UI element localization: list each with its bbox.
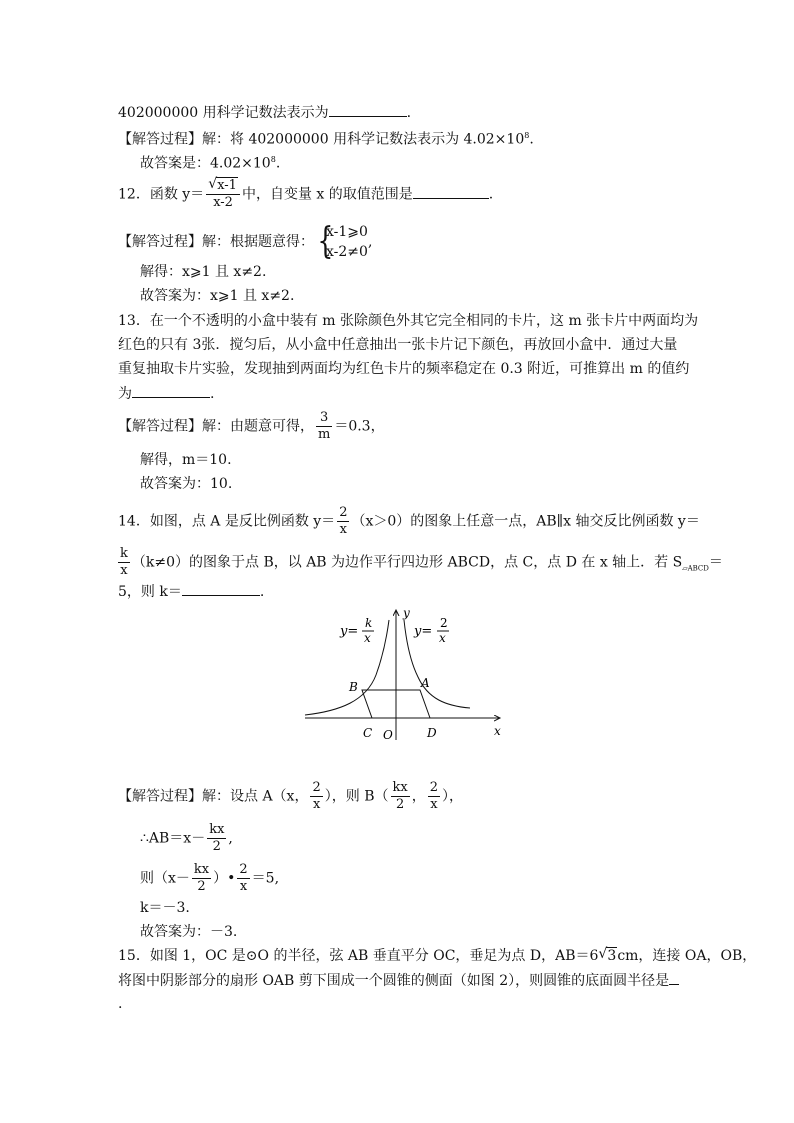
right-curve-label: y= (414, 624, 433, 639)
q11-solution-end: . (529, 131, 534, 148)
q14-s1-frac1 (310, 780, 322, 813)
point-a-label: A (421, 676, 430, 690)
q12-denominator: x-2 (213, 195, 233, 210)
q14-step3 (140, 862, 279, 895)
q12-solved: 解得：x⩾1 且 x≠2. (140, 264, 267, 280)
answer-blank (329, 102, 407, 117)
q12-case2: x-2≠0 (326, 244, 368, 260)
answer-blank (132, 383, 210, 398)
left-curve-den: x (364, 631, 371, 645)
q13-frac-num: 3 (316, 410, 332, 427)
q14-frac1 (337, 505, 349, 538)
point-d-label: D (427, 726, 437, 740)
q11-exponent: 8 (524, 131, 530, 140)
q14-frac2-den: x (120, 563, 128, 578)
q14-s3-frac2-num: 2 (239, 862, 248, 877)
q14-step4: k＝－3. (140, 900, 190, 916)
q14-s1a: 解：设点 A（x， (202, 788, 309, 805)
q14-s3c: ＝5, (251, 870, 280, 887)
q14-l2c: ＝ (708, 554, 723, 571)
q15-l2: 将图中阴影部分的扇形 OAB 剪下围成一个圆锥的侧面（如图 2），则圆锥的底面圆半径是 (118, 973, 670, 989)
q12-stem (118, 178, 493, 211)
q11-stem (118, 102, 411, 123)
q14-answer: 故答案为：－3. (140, 924, 238, 940)
q13-answer: 故答案为：10. (140, 476, 233, 492)
left-curve-num: k (365, 616, 373, 630)
q13-solution (118, 410, 385, 443)
q11-answer-exponent: 8 (270, 155, 276, 164)
point-o-label: O (383, 728, 393, 742)
q12-stem-end: . (488, 186, 494, 203)
sqrt-sign: √ 3 (598, 946, 617, 964)
q12-stem-b: 中，自变量 x 的取值范围是 (241, 186, 413, 203)
q12-radicand: x-1 (217, 178, 237, 193)
q11-stem-end: . (406, 105, 412, 121)
q15-line2 (118, 970, 679, 991)
q14-frac2-num: k (120, 546, 128, 561)
q11-stem-text: 402000000 用科学记数法表示为 (118, 105, 329, 121)
solution-tag: 【解答过程】 (118, 418, 202, 435)
q12-case1: x-1⩾0 (326, 224, 368, 240)
q12-solution (118, 222, 372, 262)
q13-line4a: 为 (118, 386, 132, 402)
q13-frac-den: m (318, 427, 331, 442)
q14-s2a: ∴AB＝x－ (140, 830, 206, 847)
q14-s1-frac2-num: kx (392, 780, 408, 795)
solution-tag: 【解答过程】 (118, 131, 202, 148)
q11-answer-end: . (275, 155, 281, 172)
q14-frac2 (118, 546, 130, 579)
q14-area-subscript: ▱ABCD (682, 564, 709, 573)
q15-radicand: 3 (607, 948, 617, 964)
q14-s1-frac2-den: 2 (395, 797, 405, 812)
solution-tag: 【解答过程】 (118, 234, 202, 250)
q11-answer (140, 150, 280, 174)
q14-solution (118, 780, 463, 813)
q13-line4b: . (210, 386, 215, 402)
q13-line2: 红色的只有 3张．搅匀后，从小盒中任意抽出一张卡片记下颜色，再放回小盒中．通过大量 (118, 337, 678, 353)
answer-blank (669, 970, 679, 985)
left-curve-label: y= (340, 624, 359, 639)
q12-case-end: , (367, 234, 373, 250)
q14-figure (300, 605, 510, 745)
q13-solution-text: 解：由题意可得， (202, 418, 314, 435)
q14-s3-frac2-den: x (239, 879, 248, 894)
q14-s1d: ）， (442, 788, 463, 805)
q14-s3-frac1-num: kx (193, 862, 210, 877)
q14-s1-frac3-num: 2 (429, 780, 438, 795)
q15-l1b: cm，连接 OA，OB， (617, 948, 757, 964)
q14-line3 (118, 581, 264, 602)
q14-s3b: ）• (213, 870, 236, 887)
right-curve-num: 2 (440, 616, 448, 630)
case-brace: { x-1⩾0 x-2≠0 (317, 221, 368, 262)
q15-l3: . (118, 996, 123, 1012)
q14-s1-frac1-den: x (312, 797, 321, 812)
sqrt-sign: √ x-1 (208, 176, 237, 193)
q14-s2-frac-den: 2 (212, 839, 221, 854)
q14-s3-frac1-den: 2 (197, 879, 206, 894)
q14-s1-frac3 (428, 780, 440, 813)
q12-answer: 故答案为：x⩾1 且 x≠2. (140, 288, 295, 304)
q13-solved: 解得，m＝10. (140, 452, 232, 468)
q14-s3-frac2 (237, 862, 249, 895)
q14-l1a: 14．如图，点 A 是反比例函数 y＝ (118, 513, 336, 530)
q14-line1 (118, 505, 700, 538)
q14-s3-frac1 (192, 862, 211, 895)
q11-answer-text: 故答案是：4.02×10 (140, 155, 271, 172)
q13-solution-tail: ＝0.3， (334, 418, 385, 435)
right-curve-den: x (439, 631, 446, 645)
q14-s2-frac (207, 822, 226, 855)
q14-frac1-num: 2 (339, 505, 348, 520)
q15-line1 (118, 946, 756, 966)
q14-l3b: . (259, 584, 265, 600)
q14-s1b: ），则 B（ (324, 788, 389, 805)
q11-solution-text: 解：将 402000000 用科学记数法表示为 4.02×10 (202, 131, 525, 148)
q14-l2b: （k≠0）的图象于点 B，以 AB 为边作平行四边形 ABCD，点 C，点 D 在 x 轴上．若 S (131, 554, 683, 571)
q13-line3: 重复抽取卡片实验，发现抽到两面均为红色卡片的频率稳定在 0.3 附近，可推算出 m 的值约 (118, 361, 690, 377)
q14-s1-frac1-num: 2 (312, 780, 321, 795)
q14-step2 (140, 822, 233, 855)
q14-s2-frac-num: kx (209, 822, 225, 837)
y-axis-label: y (403, 606, 410, 620)
q14-s1c: ， (411, 788, 426, 805)
answer-blank (413, 184, 489, 199)
x-axis-label: x (494, 724, 501, 738)
q14-s1-frac3-den: x (430, 797, 438, 812)
q14-line2 (118, 546, 723, 579)
q14-l3a: 5，则 k＝ (118, 584, 182, 600)
q12-stem-a: 12．函数 y＝ (118, 186, 205, 203)
q11-solution (118, 126, 534, 150)
q14-frac1-den: x (339, 522, 347, 537)
q13-line4 (118, 383, 214, 404)
q13-line1: 13．在一个不透明的小盒中装有 m 张除颜色外其它完全相同的卡片，这 m 张卡片中两面均为 (118, 313, 699, 329)
q14-s1-frac2 (391, 780, 410, 813)
q14-s2b: , (228, 830, 233, 847)
q14-l1b: （x＞0）的图象上任意一点，AB∥x 轴交反比例函数 y＝ (351, 513, 700, 530)
q12-fraction (206, 178, 240, 211)
q13-fraction (316, 410, 332, 443)
q12-solution-text: 解：根据题意得： (202, 234, 314, 250)
solution-tag: 【解答过程】 (118, 788, 202, 805)
point-b-label: B (349, 680, 358, 694)
q14-s3a: 则（x－ (140, 870, 190, 887)
point-c-label: C (363, 726, 373, 740)
q15-l1a: 15．如图 1，OC 是⊙O 的半径，弦 AB 垂直平分 OC，垂足为点 D，AB＝6 (118, 948, 599, 964)
answer-blank (182, 581, 260, 596)
